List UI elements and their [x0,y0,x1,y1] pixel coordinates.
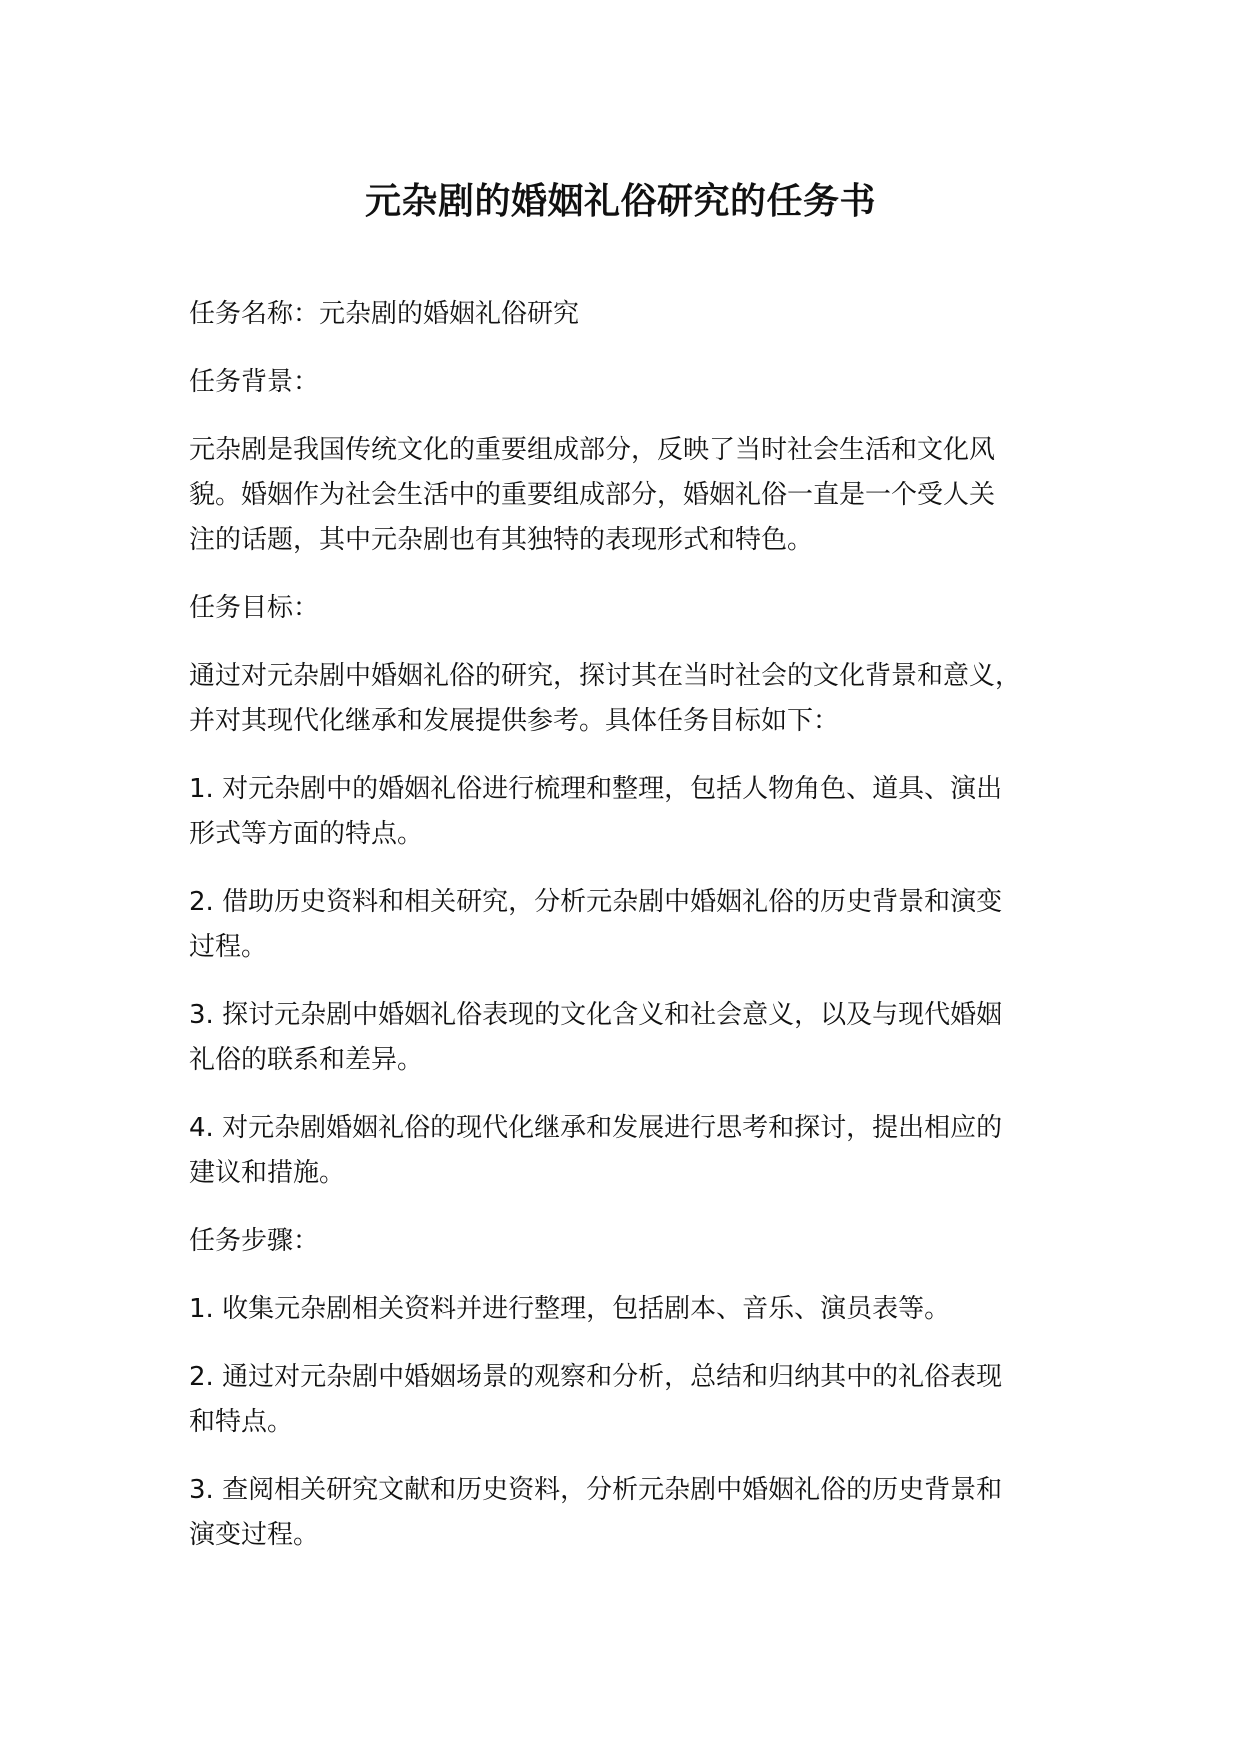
paragraph-line: 任务背景： [189,367,320,397]
paragraph-line: 礼俗的联系和差异。 [189,1045,424,1075]
paragraph [189,1106,1089,1196]
paragraph [189,1219,1089,1264]
paragraph [189,767,1089,857]
paragraph-line: 过程。 [189,932,268,962]
paragraph [189,880,1089,970]
paragraph-line: 元杂剧是我国传统文化的重要组成部分，反映了当时社会生活和文化风 [189,435,996,465]
paragraph [189,1355,1089,1445]
paragraph [189,1468,1089,1558]
paragraph-line: 3. 探讨元杂剧中婚姻礼俗表现的文化含义和社会意义，以及与现代婚姻 [189,1000,1003,1030]
paragraph-line: 并对其现代化继承和发展提供参考。具体任务目标如下： [189,706,840,736]
document-body [189,292,1089,1581]
paragraph-line: 4. 对元杂剧婚姻礼俗的现代化继承和发展进行思考和探讨，提出相应的 [189,1113,1003,1143]
paragraph-line: 貌。婚姻作为社会生活中的重要组成部分，婚姻礼俗一直是一个受人关 [189,480,996,510]
paragraph [189,586,1089,631]
paragraph-line: 演变过程。 [189,1520,320,1550]
paragraph-line: 3. 查阅相关研究文献和历史资料，分析元杂剧中婚姻礼俗的历史背景和 [189,1475,1003,1505]
paragraph-line: 注的话题，其中元杂剧也有其独特的表现形式和特色。 [189,525,814,555]
paragraph-line: 和特点。 [189,1407,294,1437]
paragraph-line: 1. 对元杂剧中的婚姻礼俗进行梳理和整理，包括人物角色、道具、演出 [189,774,1003,804]
paragraph [189,360,1089,405]
paragraph [189,428,1089,563]
paragraph-line: 1. 收集元杂剧相关资料并进行整理，包括剧本、音乐、演员表等。 [189,1294,951,1324]
paragraph [189,993,1089,1083]
paragraph [189,654,1089,744]
document-title: 元杂剧的婚姻礼俗研究的任务书 [364,181,876,222]
paragraph-line: 任务目标： [189,593,320,623]
paragraph-line: 任务名称：元杂剧的婚姻礼俗研究 [189,299,580,329]
paragraph-line: 任务步骤： [189,1226,320,1256]
paragraph-line: 2. 借助历史资料和相关研究，分析元杂剧中婚姻礼俗的历史背景和演变 [189,887,1003,917]
paragraph-line: 通过对元杂剧中婚姻礼俗的研究，探讨其在当时社会的文化背景和意义， [189,661,1022,691]
paragraph [189,1287,1089,1332]
paragraph-line: 建议和措施。 [189,1158,346,1188]
paragraph-line: 形式等方面的特点。 [189,819,424,849]
paragraph-line: 2. 通过对元杂剧中婚姻场景的观察和分析，总结和归纳其中的礼俗表现 [189,1362,1003,1392]
paragraph [189,292,1089,337]
